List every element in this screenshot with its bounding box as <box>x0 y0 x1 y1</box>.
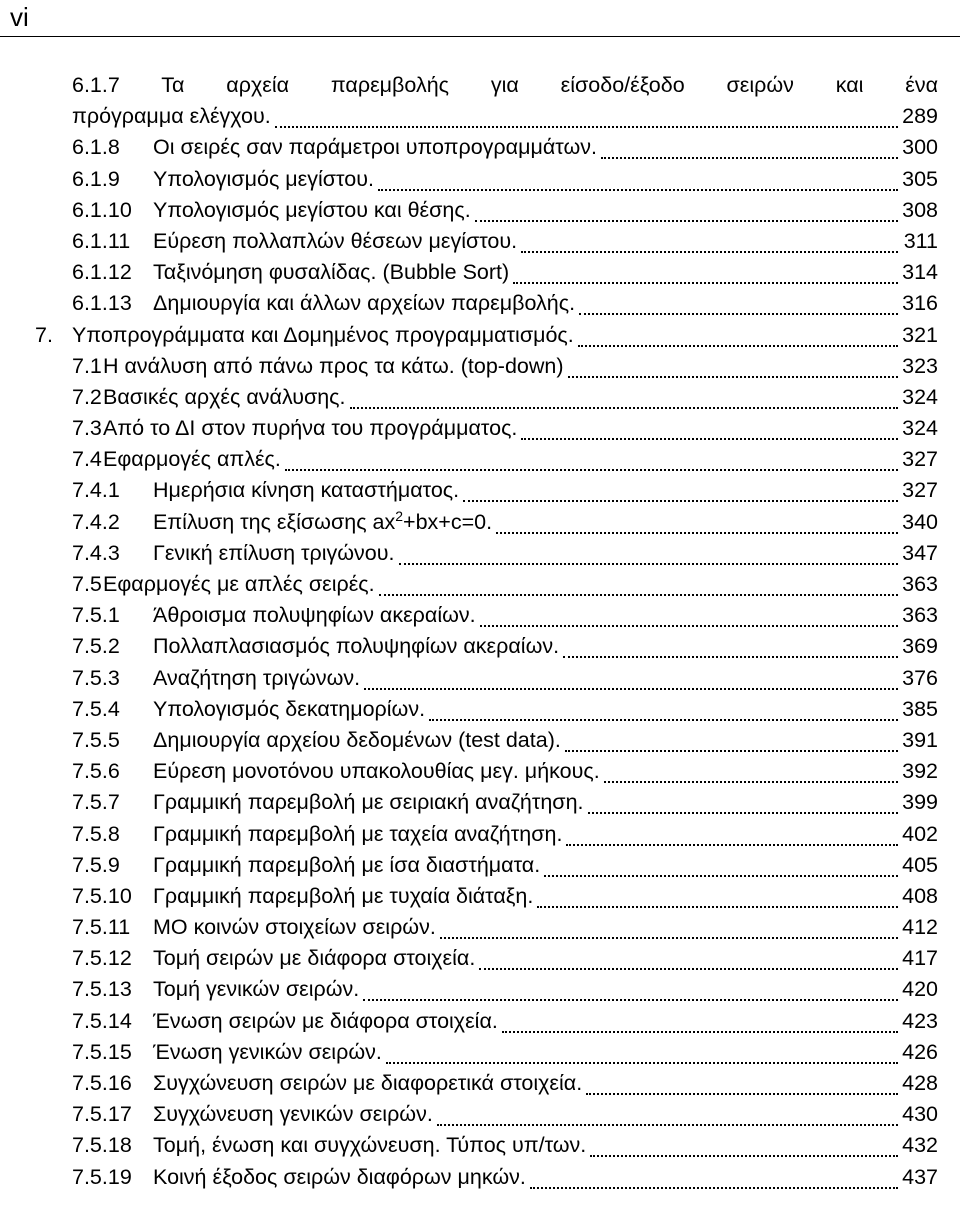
toc-entry-page: 405 <box>902 852 938 877</box>
toc-entry-page: 321 <box>902 322 938 347</box>
toc-entry-page: 316 <box>902 291 938 316</box>
toc-entry-title <box>153 631 559 662</box>
toc-entry-number: 7. <box>35 322 53 347</box>
toc-entry[interactable] <box>0 1130 960 1161</box>
toc-entry-title <box>153 756 600 787</box>
toc-entry[interactable] <box>0 382 960 413</box>
toc-entry-title <box>153 195 471 226</box>
toc-entry-title <box>103 351 564 382</box>
toc-entry-title-text: +bx+c=0. <box>403 509 493 534</box>
toc-entry-second-line[interactable] <box>0 101 960 132</box>
toc-entry-number: 7.5.9 <box>72 852 120 877</box>
toc-entry-number: 7.5.6 <box>72 759 120 784</box>
toc-entry-title <box>153 1037 382 1068</box>
toc-entry-title-text: Συγχώνευση γενικών σειρών. <box>153 1102 433 1127</box>
leader-dots <box>502 1021 898 1033</box>
toc-entry-title-word: και <box>835 73 864 97</box>
toc-entry-title <box>153 725 561 756</box>
toc-entry-title <box>153 912 436 943</box>
toc-entry-page: 289 <box>902 104 938 129</box>
toc-entry-page: 369 <box>902 634 938 659</box>
toc-entry[interactable] <box>0 444 960 475</box>
toc-entry-page: 428 <box>902 1071 938 1095</box>
toc-entry[interactable] <box>0 819 960 850</box>
superscript: 2 <box>395 507 404 524</box>
toc-entry-page: 327 <box>902 447 938 472</box>
leader-dots <box>590 1145 898 1157</box>
toc-entry-title-text: Γραμμική παρεμβολή με σειριακή αναζήτηση. <box>153 790 584 815</box>
toc-entry-title-text: Εφαρμογές απλές. <box>103 447 281 472</box>
toc-entry-title <box>153 943 475 974</box>
toc-entry-title <box>153 1130 586 1161</box>
toc-entry[interactable] <box>0 725 960 756</box>
leader-dots <box>475 210 898 222</box>
toc-entry-number: 7.5.13 <box>72 977 132 1002</box>
toc-entry[interactable] <box>0 1068 960 1099</box>
toc-entry-page: 308 <box>902 197 938 222</box>
toc-entry-title-text: Γραμμική παρεμβολή με τυχαία διάταξη. <box>153 883 534 908</box>
toc-entry-number: 7.4 <box>72 447 102 472</box>
toc-entry-page: 363 <box>902 603 938 628</box>
toc-entry-title <box>153 787 584 818</box>
toc-entry-number: 7.5 <box>72 572 102 596</box>
toc-entry[interactable] <box>0 538 960 569</box>
toc-entry-title-text: Τομή γενικών σειρών. <box>153 977 360 1002</box>
toc-entry-page: 385 <box>902 696 938 721</box>
toc-entry-title <box>153 288 575 319</box>
leader-dots <box>537 896 898 908</box>
toc-entry-title <box>153 694 425 725</box>
toc-entry-title <box>153 226 517 257</box>
toc-entry[interactable] <box>0 1037 960 1068</box>
toc-entry-page: 408 <box>902 883 938 908</box>
leader-dots <box>364 678 898 690</box>
toc-entry-page: 300 <box>902 135 938 160</box>
leader-dots <box>363 989 898 1001</box>
toc-entry-number: 7.2 <box>72 384 102 409</box>
toc-entry-title <box>153 257 509 288</box>
toc-entry[interactable] <box>0 164 960 195</box>
toc-entry-page: 347 <box>902 540 938 565</box>
toc-entry-title-word: ένα <box>905 73 939 97</box>
leader-dots <box>521 241 898 253</box>
toc-entry-page: 412 <box>902 915 938 940</box>
toc-entry-title-word: αρχεία <box>226 73 290 97</box>
toc-entry-number: 7.5.17 <box>72 1102 132 1127</box>
toc-entry-number: 6.1.8 <box>72 135 120 160</box>
leader-dots <box>379 584 898 596</box>
toc-entry-number: 6.1.7 <box>72 73 120 97</box>
toc-entry-title <box>103 444 281 475</box>
leader-dots <box>479 958 898 970</box>
leader-dots <box>285 459 898 471</box>
toc-entry-number: 7.5.1 <box>72 603 120 628</box>
toc-entry-page: 323 <box>902 353 938 378</box>
toc-entry-page: 432 <box>902 1133 938 1158</box>
toc-entry[interactable] <box>0 850 960 881</box>
toc-entry-title-word: Τα <box>161 73 185 97</box>
leader-dots <box>399 553 898 565</box>
toc-entry-number: 7.5.8 <box>72 821 120 846</box>
toc-entry[interactable] <box>0 1099 960 1130</box>
toc-entry-title <box>103 413 517 444</box>
toc-entry-title <box>153 881 533 912</box>
page-header <box>0 0 960 38</box>
leader-dots <box>275 116 898 128</box>
toc-entry-title-word: είσοδο/έξοδο <box>560 73 685 97</box>
toc-entry[interactable] <box>0 351 960 382</box>
toc-entry-title-text: Υπολογισμός μεγίστου. <box>153 166 374 191</box>
toc-entry-title-text: Ένωση σειρών με διάφορα στοιχεία. <box>153 1008 498 1033</box>
toc-entry-number: 7.5.10 <box>72 883 132 908</box>
toc-entry-title-text: Κοινή έξοδος σειρών διαφόρων μηκών. <box>153 1164 526 1189</box>
leader-dots <box>566 834 898 846</box>
toc-entry[interactable] <box>0 600 960 631</box>
toc-entry-title-text: Υπολογισμός μεγίστου και θέσης. <box>153 197 471 222</box>
toc-entry-page: 420 <box>902 977 938 1002</box>
leader-dots <box>463 490 898 502</box>
toc-entry-number: 6.1.13 <box>72 291 132 316</box>
toc-entry-page: 340 <box>902 509 938 534</box>
toc-entry-title-text: Άθροισμα πολυψηφίων ακεραίων. <box>153 603 476 628</box>
toc-entry-number: 6.1.10 <box>72 197 132 222</box>
toc-entry-page: 430 <box>902 1102 938 1127</box>
leader-dots <box>513 272 898 284</box>
leader-dots <box>601 147 898 159</box>
header-rule <box>0 36 960 37</box>
toc-entry-number: 6.1.9 <box>72 166 120 191</box>
toc-entry-title <box>153 1162 526 1193</box>
toc-entry-page: 399 <box>902 790 938 815</box>
leader-dots <box>386 1052 898 1064</box>
toc-entry[interactable] <box>0 912 960 943</box>
leader-dots <box>568 366 898 378</box>
leader-dots <box>578 335 898 347</box>
toc-entry-title-text: Ημερήσια κίνηση καταστήματος. <box>153 478 460 503</box>
toc-entry[interactable] <box>0 974 960 1005</box>
toc-entry-number: 7.5.5 <box>72 727 120 752</box>
toc-entry-title <box>153 538 395 569</box>
toc-entry-number: 7.4.3 <box>72 540 120 565</box>
leader-dots <box>565 740 898 752</box>
toc-entry-title-text: Από το ΔΙ στον πυρήνα του προγράμματος. <box>103 416 518 441</box>
toc-entry[interactable] <box>0 475 960 506</box>
toc-entry-number: 7.5.14 <box>72 1008 132 1033</box>
toc-entry-page: 324 <box>902 384 938 409</box>
toc-entry-page: 324 <box>902 416 938 441</box>
toc-entry-page: 314 <box>902 260 938 285</box>
toc-entry-title <box>153 850 540 881</box>
toc-entry-title-text: ΜΟ κοινών στοιχείων σειρών. <box>153 915 436 940</box>
toc-entry-title <box>153 1006 498 1037</box>
toc-entry[interactable] <box>0 787 960 818</box>
toc-entry-title <box>153 132 597 163</box>
toc-entry-page: 311 <box>903 228 938 253</box>
toc-entry[interactable] <box>0 413 960 444</box>
toc-entry[interactable] <box>0 631 960 662</box>
leader-dots <box>530 1177 898 1189</box>
toc-entry-title <box>153 974 359 1005</box>
toc-entry-title-line2: πρόγραμμα ελέγχου. <box>72 104 271 129</box>
toc-entry-page: 423 <box>902 1008 938 1033</box>
toc-entry-number: 7.5.16 <box>72 1071 132 1095</box>
toc-entry-number: 7.4.1 <box>72 478 120 503</box>
toc-entry-title-text: Τομή, ένωση και συγχώνευση. Τύπος υπ/των. <box>153 1133 587 1158</box>
toc-entry-title <box>103 382 346 413</box>
toc-entry-title-text: Η ανάλυση από πάνω προς τα κάτω. (top-down) <box>103 353 564 378</box>
toc-entry[interactable] <box>0 881 960 912</box>
leader-dots <box>437 1114 898 1126</box>
toc-entry-page: 426 <box>902 1039 938 1064</box>
toc-entry-title-text: Εύρεση μονοτόνου υπακολουθίας μεγ. μήκους. <box>153 759 600 784</box>
toc-entry-number: 7.5.7 <box>72 790 120 815</box>
toc-entry[interactable] <box>0 226 960 257</box>
toc-entry-title-text: Τομή σειρών με διάφορα στοιχεία. <box>153 946 476 971</box>
toc-entry-title-line1 <box>72 70 938 101</box>
toc-entry-title-word: σειρών <box>726 73 794 97</box>
toc-entry-number: 7.3 <box>72 416 102 441</box>
toc-entry[interactable] <box>0 288 960 319</box>
toc-entry-title-text: Οι σειρές σαν παράμετροι υποπρογραμμάτων. <box>153 135 597 160</box>
toc-entry-number: 7.1 <box>72 353 102 378</box>
toc-entry[interactable] <box>0 507 960 538</box>
leader-dots <box>378 179 898 191</box>
toc-entry[interactable] <box>0 195 960 226</box>
toc-entry-page: 327 <box>902 478 938 503</box>
toc-entry-title-text: Υπολογισμός δεκατημορίων. <box>153 696 426 721</box>
toc-entry-title <box>153 164 374 195</box>
leader-dots <box>579 303 898 315</box>
toc-entry[interactable] <box>0 756 960 787</box>
leader-dots <box>496 522 898 534</box>
toc-entry-number: 7.5.11 <box>72 915 131 940</box>
toc-entry-title-text: Εφαρμογές με απλές σειρές. <box>103 572 375 596</box>
toc-entry-title-text: Ταξινόμηση φυσαλίδας. (Bubble Sort) <box>153 260 510 285</box>
toc-entry-page: 402 <box>902 821 938 846</box>
table-of-contents <box>0 70 960 1193</box>
toc-entry-page: 363 <box>902 572 938 596</box>
toc-entry[interactable] <box>0 257 960 288</box>
toc-entry[interactable] <box>0 694 960 725</box>
toc-entry-page: 376 <box>902 665 938 690</box>
toc-entry-title-text: Γραμμική παρεμβολή με ίσα διαστήματα. <box>153 852 541 877</box>
toc-entry-page: 391 <box>902 727 938 752</box>
toc-entry-title-text: Εύρεση πολλαπλών θέσεων μεγίστου. <box>153 228 518 253</box>
toc-entry-title-text: Γραμμική παρεμβολή με ταχεία αναζήτηση. <box>153 821 563 846</box>
toc-entry[interactable] <box>0 663 960 694</box>
toc-entry-number: 6.1.12 <box>72 260 132 285</box>
leader-dots <box>544 865 898 877</box>
toc-entry-title <box>153 1099 433 1130</box>
toc-entry[interactable] <box>0 132 960 163</box>
toc-entry-title <box>153 1068 582 1099</box>
toc-entry-title-text: Συγχώνευση σειρών με διαφορετικά στοιχεία. <box>153 1071 583 1095</box>
toc-entry-title <box>153 475 459 506</box>
leader-dots <box>604 771 898 783</box>
toc-entry-title-text: Επίλυση της εξίσωσης ax <box>153 509 396 534</box>
toc-entry-number: 7.5.2 <box>72 634 120 659</box>
toc-entry-title <box>153 663 360 694</box>
toc-entry-title <box>153 600 476 631</box>
leader-dots <box>429 709 898 721</box>
toc-entry-page: 392 <box>902 759 938 784</box>
toc-entry-number: 7.5.12 <box>72 946 132 971</box>
toc-entry-title-text: Γενική επίλυση τριγώνου. <box>153 540 395 565</box>
leader-dots <box>586 1083 898 1095</box>
toc-entry-title-word: παρεμβολής <box>330 73 450 97</box>
toc-entry-title <box>103 569 375 600</box>
leader-dots <box>521 428 898 440</box>
toc-entry-number: 7.5.19 <box>72 1164 132 1189</box>
toc-entry-title <box>153 507 492 538</box>
toc-entry-page: 417 <box>902 946 938 971</box>
toc-entry-title <box>72 320 574 351</box>
toc-entry[interactable] <box>0 1162 960 1193</box>
toc-entry-number: 7.5.18 <box>72 1133 132 1158</box>
toc-entry-number: 7.5.3 <box>72 665 120 690</box>
toc-entry-page: 437 <box>902 1164 938 1189</box>
toc-entry-number: 7.5.15 <box>72 1039 132 1064</box>
leader-dots <box>588 802 898 814</box>
toc-entry-number: 7.4.2 <box>72 509 120 534</box>
toc-entry-title-text: Δημιουργία και άλλων αρχείων παρεμβολής. <box>153 291 576 316</box>
toc-entry-title-word: για <box>490 73 519 97</box>
toc-entry-page: 305 <box>902 166 938 191</box>
toc-entry-title-text: Ένωση γενικών σειρών. <box>153 1039 382 1064</box>
toc-entry-number: 6.1.11 <box>72 228 131 253</box>
toc-entry[interactable] <box>0 320 960 351</box>
leader-dots <box>350 397 898 409</box>
toc-entry-title-text: Αναζήτηση τριγώνων. <box>153 665 361 690</box>
toc-entry-title-text: Υποπρογράμματα και Δομημένος προγραμματισμός. <box>72 322 574 347</box>
toc-entry[interactable] <box>0 1006 960 1037</box>
toc-entry-title-text: Δημιουργία αρχείου δεδομένων (test data). <box>153 727 561 752</box>
page-number: vi <box>10 2 29 32</box>
toc-entry-number: 7.5.4 <box>72 696 120 721</box>
toc-entry-title-text: Βασικές αρχές ανάλυσης. <box>103 384 346 409</box>
toc-entry[interactable] <box>0 569 960 600</box>
leader-dots <box>563 646 898 658</box>
toc-entry-first-line <box>0 70 960 101</box>
leader-dots <box>440 927 898 939</box>
leader-dots <box>480 615 898 627</box>
toc-entry-title <box>153 819 562 850</box>
toc-entry[interactable] <box>0 943 960 974</box>
toc-entry-title-text: Πολλαπλασιασμός πολυψηφίων ακεραίων. <box>153 634 560 659</box>
